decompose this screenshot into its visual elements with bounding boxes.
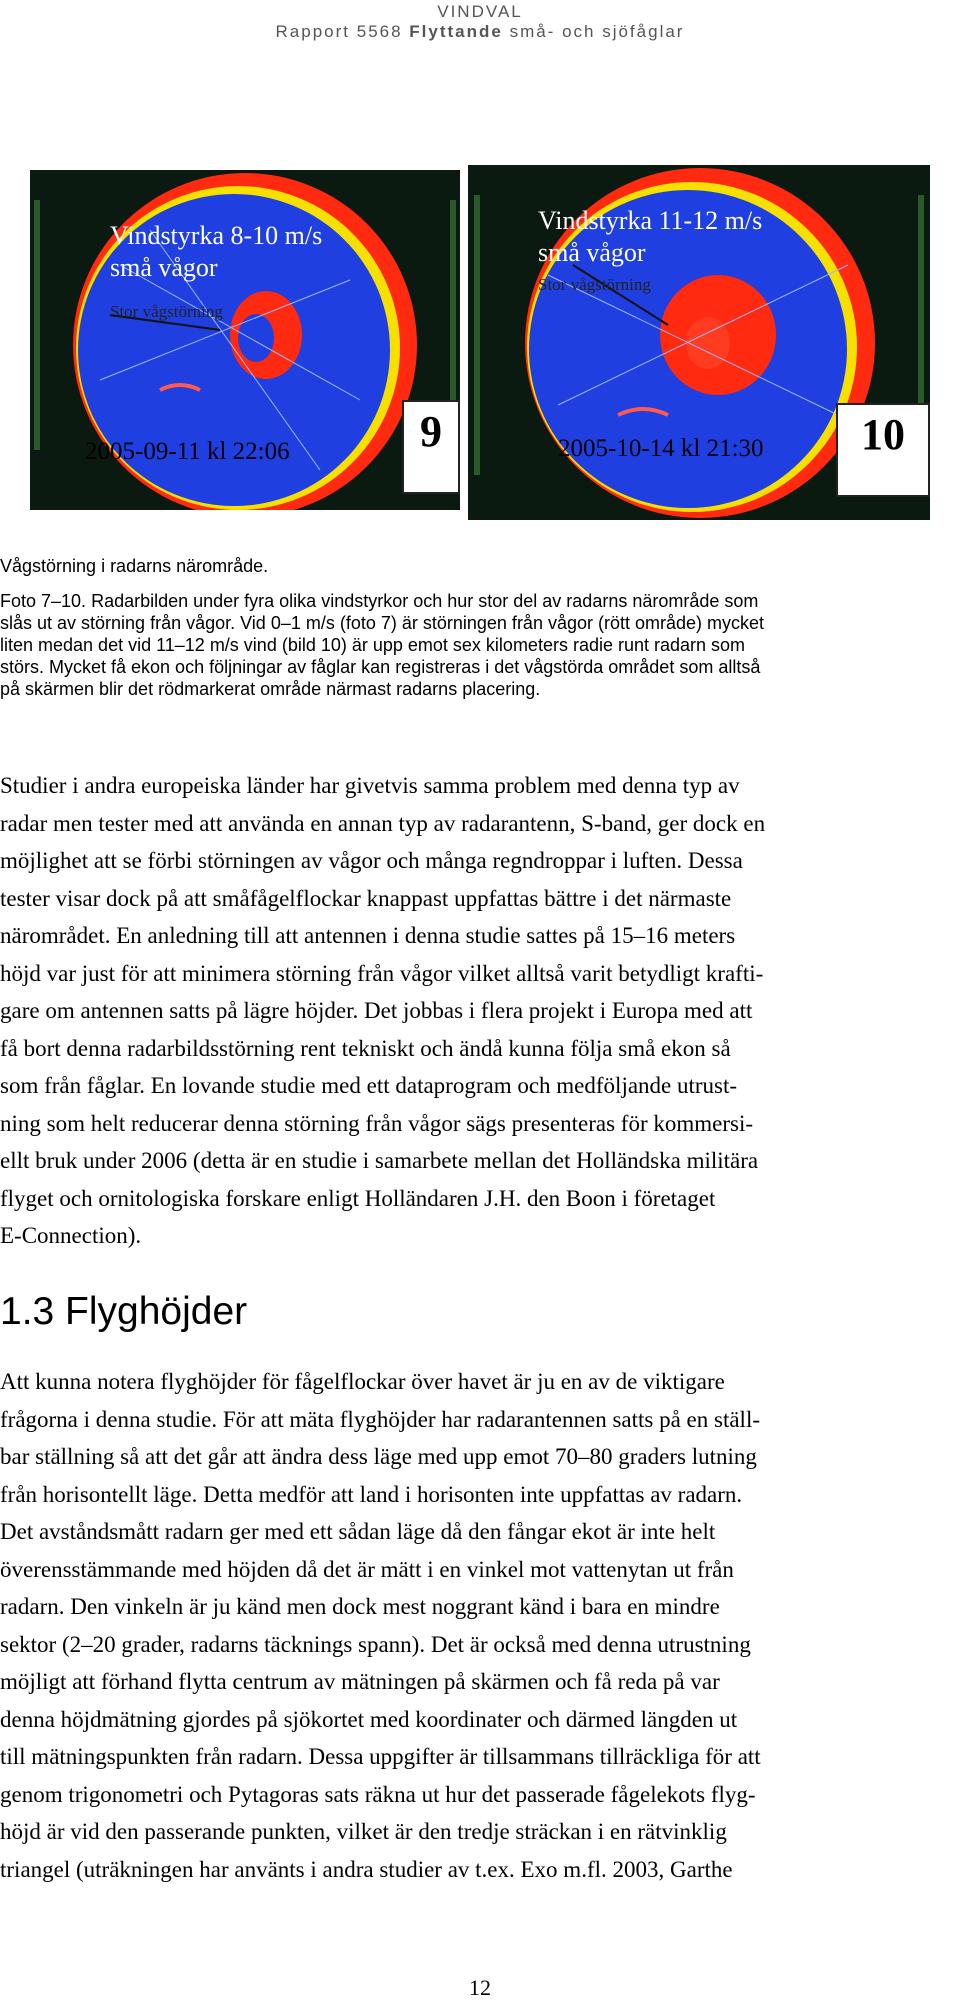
page-header [0,2,960,42]
photo-number-10: 10 [836,403,930,497]
right-title: Vindstyrka 11-12 m/s små vågor [538,206,763,267]
right-label: Stor vågstörning [538,275,651,294]
left-date: 2005-09-11 kl 22:06 [85,438,290,465]
header-title: VINDVAL [437,2,523,21]
page-number: 12 [469,1975,491,2000]
paragraph-studier: Studier i andra europeiska länder har givetvis samma problem med denna typ av radar men tester med att använda en annan typ av radarantenn, S-band, ger dock en möjlighet att se förbi störningen av vågor och många regndroppar i luften. Dessa tester visar dock på att småfågelflockar knappast uppfattas bättre i det närmaste närområdet. En anledning till att antennen i denna studie sattes på 15–16 meters höjd var just för att minimera störning från vågor vilket alltså varit betydligt krafti- gare om antennen satts på lägre höjder. Det jobbas i flera projekt i Europa med att få bort denna radarbildsstörning rent tekniskt och ändå kunna följa små ekon så som från fåglar. En lovande studie med ett dataprogram och medföljande utrust- ning som helt reducerar denna störning från vågor sägs presenteras för kommersi- ellt bruk under 2006 (detta är en studie i samarbete mellan det Holländska militära flyget och ornitologiska forskare enligt Holländaren J.H. den Boon i företaget E-Connection). [0,773,766,1248]
section-heading: 1.3 Flyghöjder [0,1290,248,1333]
figure-caption-title: Vågstörning i radarns närområde. [0,556,269,576]
radar-panel-left [30,170,460,510]
right-date: 2005-10-14 kl 21:30 [558,435,764,462]
header-report: Rapport 5568 Flyttande små- och sjöfåglar [275,22,685,41]
figure-caption: Foto 7–10. Radarbilden under fyra olika vindstyrkor och hur stor del av radarns närområde som slås ut av störning från vågor. Vid 0–1 m/s (foto 7) är störningen från vågor (rött område) mycket liten medan det vid 11–12 m/s vind (bild 10) är upp emot sex kilometers radie runt radarn som störs. Mycket få ekon och följningar av fåglar kan registreras i det vågstörda området som alltså på skärmen blir det rödmarkerat område närmast radarns placering. [0,591,765,699]
radar-figure [20,165,930,520]
radar-panel-right [468,165,930,520]
left-title: Vindstyrka 8-10 m/s små vågor [110,221,323,282]
photo-number-9: 9 [402,400,460,494]
paragraph-flyghojder: Att kunna notera flyghöjder för fågelflockar över havet är ju en av de viktigare frågorna i denna studie. För att mäta flyghöjder har radarantennen satts på en ställ- bar ställning så att det går att ändra dess läge med upp emot 70–80 graders lutning från horisontellt läge. Detta medför att land i horisonten inte uppfattas av radarn. Det avståndsmått radarn ger med ett sådan läge då den fångar ekot är inte helt överensstämmande med höjden då det är mätt i en vinkel mot vattenytan ut från radarn. Den vinkeln är ju känd men dock mest noggrant känd i bara en mindre sektor (2–20 grader, radarns täcknings spann). Det är också med denna utrustning möjligt att förhand flytta centrum av mätningen på skärmen och få reda på var denna höjdmätning gjordes på sjökortet med koordinater och därmed längden ut till mätningspunkten från radarn. Dessa uppgifter är tillsammans tillräckliga för att genom trigonometri och Pytagoras sats räkna ut hur det passerade fågelekots flyg- höjd är vid den passerande punkten, vilket är den tredje sträckan i en rätvinklig triangel (uträkningen har använts i andra studier av t.ex. Exo m.fl. 2003, Garthe [0,1369,761,1882]
left-label: Stor vågstörning [110,302,223,321]
